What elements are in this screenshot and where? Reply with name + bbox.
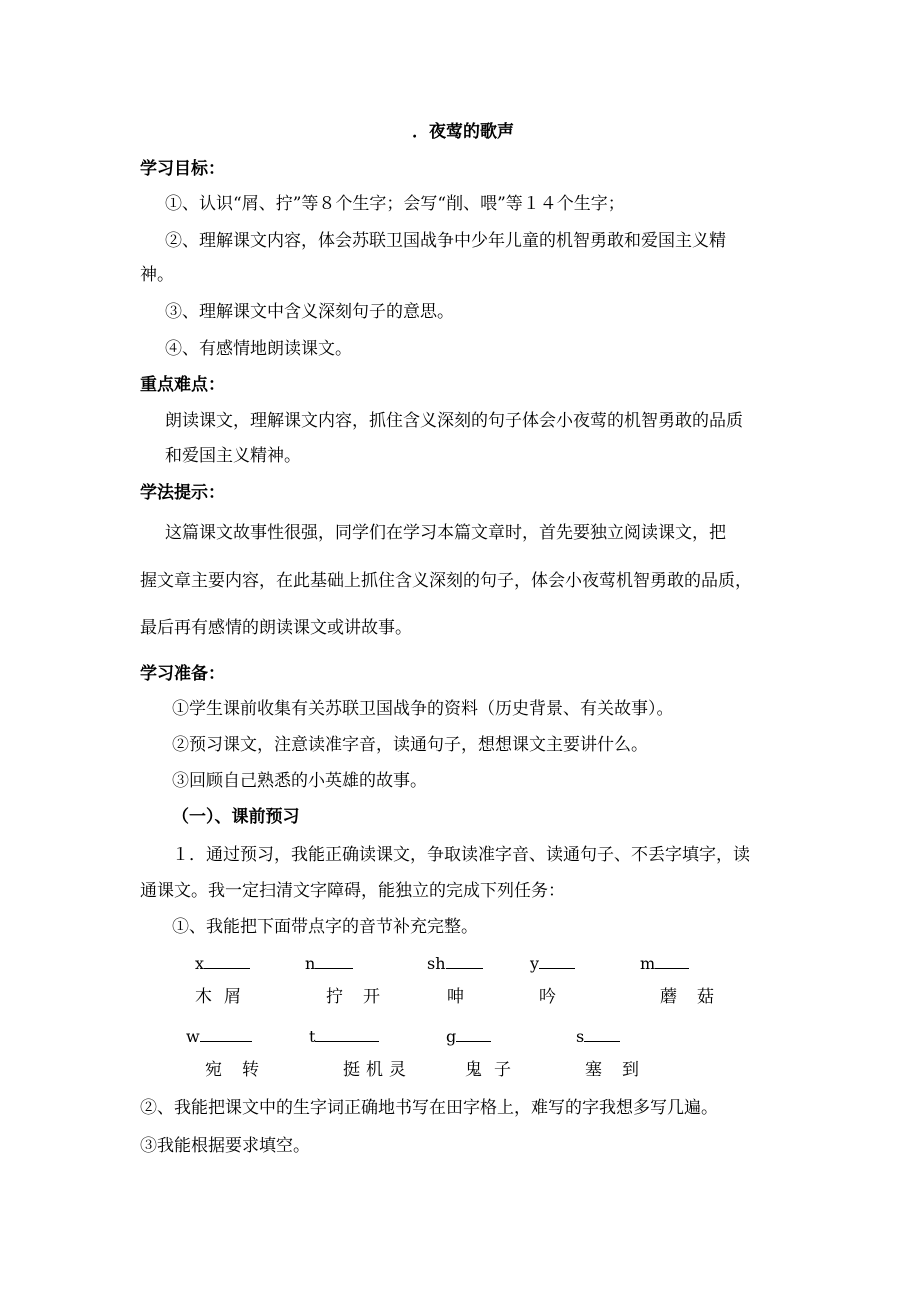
word-item: 塞到 [585,1060,659,1080]
method-line: 这篇课文故事性很强，同学们在学习本篇文章时，首先要独立阅读课文，把 [165,523,726,543]
pinyin-blank[interactable] [195,952,250,975]
word-item: 木屑 [195,987,253,1007]
keypoints-line: 朗读课文，理解课文内容，抓住含义深刻的句子体会小夜莺的机智勇敢的品质 [165,411,743,431]
blank-line [456,1025,491,1042]
blank-line [200,1025,252,1042]
blank-line [315,952,353,969]
blank-line [315,1025,379,1042]
prep-heading: 学习准备： [140,664,225,684]
pinyin-blank[interactable] [640,952,689,975]
pinyin-initial: w [186,1027,200,1046]
pinyin-blank[interactable] [305,952,353,975]
pinyin-initial: s [576,1027,585,1046]
method-line: 最后再有感情的朗读课文或讲故事。 [140,618,412,638]
word-item: 蘑菇 [660,987,734,1007]
pinyin-blank[interactable] [530,952,575,975]
pinyin-blank[interactable] [427,952,483,975]
word-item: 呻 [447,987,476,1007]
word-item: 挺机灵 [343,1060,412,1080]
pinyin-initial: y [530,954,540,973]
prep-item: ①学生课前收集有关苏联卫国战争的资料（历史背景、有关故事）。 [172,699,674,719]
blank-line [584,1025,620,1042]
pinyin-initial: m [640,954,656,973]
keypoints-heading: 重点难点： [140,375,225,395]
method-line: 握文章主要内容，在此基础上抓住含义深刻的句子，体会小夜莺机智勇敢的品质， [140,571,752,591]
preview-subtask-1: ①、我能把下面带点字的音节补充完整。 [172,917,478,937]
blank-line [204,952,250,969]
objective-item-continued: 神。 [140,265,174,285]
objective-item: ②、理解课文内容，体会苏联卫国战争中少年儿童的机智勇敢和爱国主义精 [165,231,726,251]
objective-item: ①、认识“屑、拧”等８个生字；会写“削、喂”等１４个生字； [165,194,625,214]
word-item: 拧开 [326,987,400,1007]
pinyin-blank[interactable] [446,1025,491,1048]
pinyin-blank[interactable] [576,1025,620,1048]
preview-heading: （一）、课前预习 [172,807,300,827]
prep-item: ③回顾自己熟悉的小英雄的故事。 [172,771,427,791]
pinyin-blank[interactable] [309,1025,379,1048]
blank-line [446,952,483,969]
method-heading: 学法提示： [140,483,225,503]
blank-line [539,952,575,969]
preview-subtask-3: ③我能根据要求填空。 [140,1136,310,1156]
word-item: 鬼子 [465,1060,523,1080]
pinyin-initial: sh [427,954,446,973]
pinyin-initial: g [446,1027,457,1046]
pinyin-initial: x [195,954,205,973]
objective-item: ④、有感情地朗读课文。 [165,339,352,359]
pinyin-blank[interactable] [186,1025,252,1048]
prep-item: ②预习课文，注意读准字音，读通句子，想想课文主要讲什么。 [172,735,648,755]
preview-subtask-2: ②、我能把课文中的生字词正确地书写在田字格上，难写的字我想多写几遍。 [140,1098,718,1118]
preview-task-line: １．通过预习，我能正确读课文，争取读准字音、读通句子、不丢字填字，读 [172,845,750,865]
objective-item: ③、理解课文中含义深刻句子的意思。 [165,302,454,322]
preview-task-line: 通课文。我一定扫清文字障碍，能独立的完成下列任务： [140,881,565,901]
blank-line [655,952,689,969]
pinyin-initial: t [309,1027,316,1046]
pinyin-initial: n [305,954,316,973]
page-title: ．夜莺的歌声 [412,122,514,142]
word-item: 吟 [539,987,568,1007]
word-item: 宛转 [205,1060,279,1080]
objectives-heading: 学习目标： [140,159,225,179]
keypoints-line: 和爱国主义精神。 [165,446,301,466]
